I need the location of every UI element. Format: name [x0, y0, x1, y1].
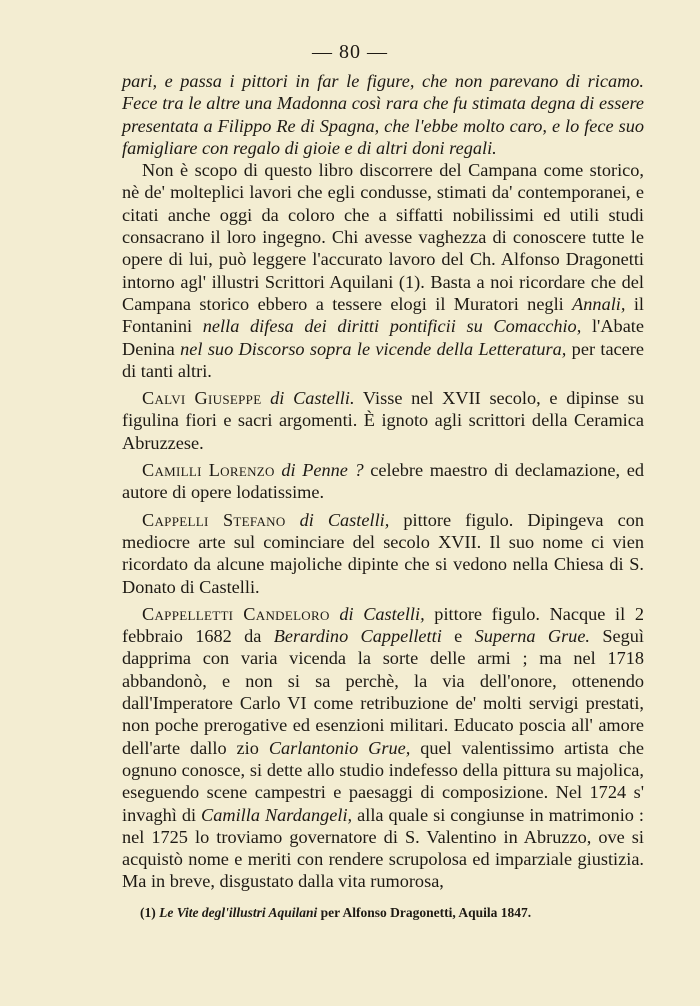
entry-name: Calvi Giuseppe	[142, 388, 262, 409]
italic-name: Camilla Nardangeli,	[201, 804, 353, 825]
paragraph-text: per tacere di tanti altri.	[122, 338, 644, 381]
entry-text: alla quale si congiunse in matrimonio : nel 1725 lo troviamo governatore di S. Valentino in Abruzzo, ove si acquistò nome e meriti con rendere scrupolosa ed imparziale giustizia. Ma in breve, disgustato dalla vita rumorosa,	[122, 804, 644, 892]
entry-text: celebre maestro di declamazione, ed autore di opere lodatissime.	[122, 460, 645, 503]
entry-place: di Castelli,	[329, 603, 425, 624]
italic-name: Superna Grue.	[474, 626, 591, 647]
entry-cappelletti	[122, 603, 644, 893]
quote-paragraph	[122, 70, 644, 159]
italic-title: nella difesa dei diritti pontificii su Comacchio,	[202, 316, 582, 337]
entry-text: quel valentissimo artista che ognuno conosce, si dette allo studio indefesso della pittura su majolica, eseguendo scene campestri e paesaggi di composizione. Nel 1724 s' invaghì di	[122, 737, 645, 825]
entry-name: Camilli Lorenzo	[142, 460, 275, 481]
paragraph-text: Non è scopo di questo libro discorrere del Campana come storico, nè de' molteplici lavori che egli condusse, stimati da' contemporanei, e citati anche oggi da coloro che a siffatti nobilissimi ed utili studi consacrano il loro ingegno. Chi avesse vaghezza di conoscere tutte le opere di lui, può leggere l'accurato lavoro del Ch. Alfonso Dragonetti intorno agl' illustri Scrittori Aquilani (1). Basta a noi ricordare che del Campana storico ebbero a tessere elogi il Muratori negli	[122, 160, 644, 314]
footnote	[140, 904, 640, 922]
quote-text: pari, e passa i pittori in far le figure, che non parevano di ricamo. Fece tra le altre una Madonna così rara che fu stimata degna di essere presentata a Filippo Re di Spagna, che l'ebbe molto caro, e lo fece suo famigliare con regalo di gioie e di altri doni regali.	[122, 71, 644, 158]
italic-name: Carlantonio Grue,	[268, 737, 411, 758]
entry-text: Visse nel XVII secolo, e dipinse su figulina fiori e sacri argomenti. È ignoto agli scrittori della Ceramica Abruzzese.	[122, 388, 645, 453]
paragraph-campana	[122, 159, 644, 382]
entry-cappelli	[122, 509, 644, 598]
entry-place: di Castelli,	[285, 509, 390, 530]
entry-camilli	[122, 459, 644, 504]
entry-text: pittore figulo. Dipingeva con mediocre arte sul cominciare del secolo XVII. Il suo nome ci vien ricordato da alcune majoliche dipinte che si vedono nella Chiesa di S. Donato di Castelli.	[122, 509, 644, 597]
entry-name: Cappelletti Candeloro	[142, 603, 330, 624]
footnote-title: Le Vite degl'illustri Aquilani	[159, 905, 318, 920]
entry-text: pittore figulo. Nacque il 2 febbraio 1682 da	[122, 603, 645, 647]
entry-text: Seguì dapprima con varia vicenda la sorte delle armi ; ma nel 1718 abbandonò, e non si sa perchè, la via dell'onore, ottenendo dall'Imperatore Carlo VI come retribuzione de' molti servigi prestati, non poche prerogative ed esenzioni militari. Educato poscia all' amore dell'arte dallo zio	[122, 626, 644, 758]
paragraph-text: il Fontanini	[122, 293, 644, 337]
italic-name: Berardino Cappelletti	[273, 626, 442, 647]
entry-place: di Penne ?	[274, 460, 364, 481]
entry-text: e	[441, 626, 475, 647]
footnote-mark: (1)	[140, 905, 160, 920]
italic-title: Annali,	[572, 293, 626, 314]
entry-calvi	[122, 387, 644, 454]
body-text	[122, 70, 644, 893]
page-number: — 80 —	[312, 41, 388, 63]
footnote-text: per Alfonso Dragonetti, Aquila 1847.	[317, 905, 532, 920]
paragraph-text: l'Abate Denina	[122, 316, 645, 359]
entry-place: di Castelli.	[261, 388, 355, 409]
entry-name: Cappelli Stefano	[142, 509, 286, 530]
italic-title: nel suo Discorso sopra le vicende della Letteratura,	[180, 338, 567, 359]
